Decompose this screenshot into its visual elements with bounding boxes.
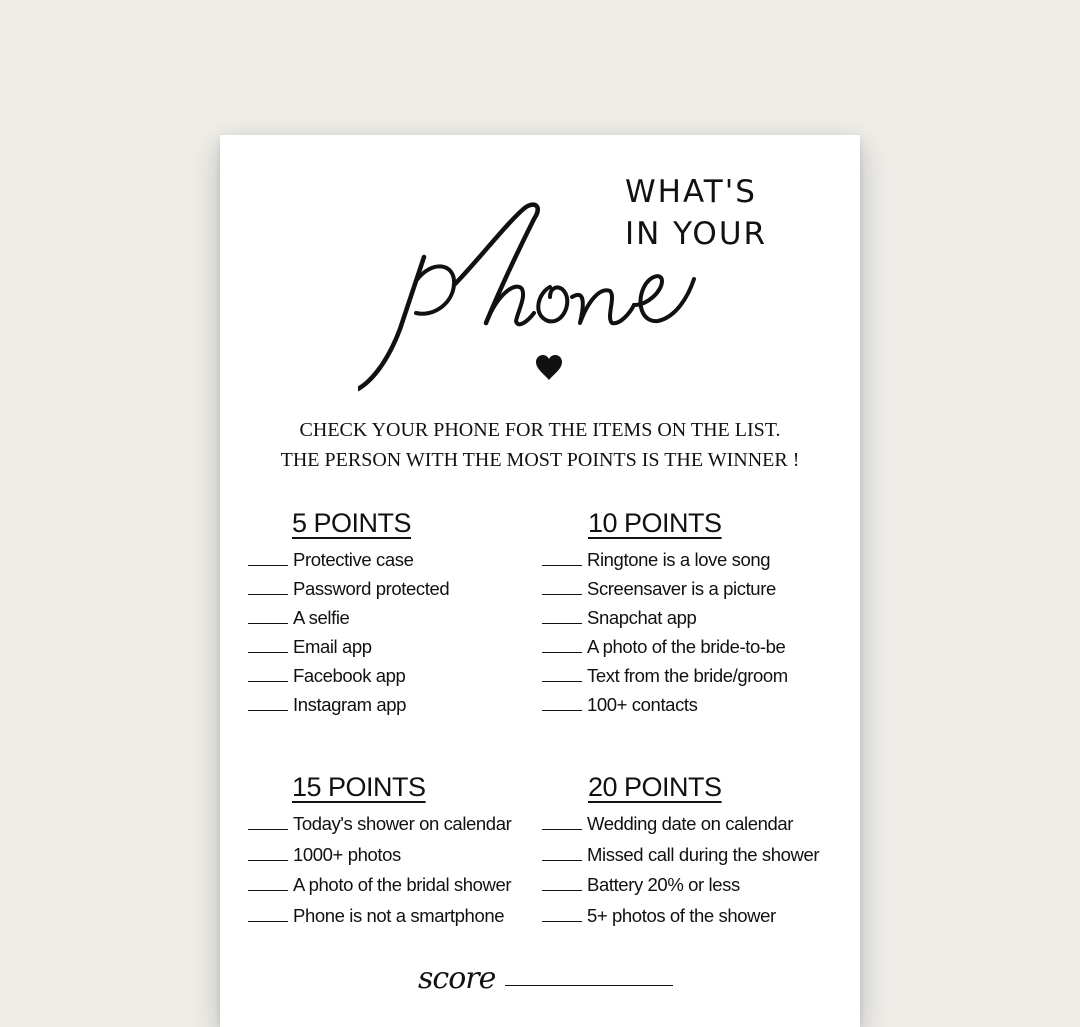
list-item bbox=[542, 694, 788, 723]
item-label: Today's shower on calendar bbox=[293, 813, 512, 834]
script-letter-n bbox=[572, 290, 634, 323]
item-label: Phone is not a smartphone bbox=[293, 904, 505, 926]
answer-blank[interactable] bbox=[542, 920, 582, 922]
answer-blank[interactable] bbox=[248, 622, 288, 624]
answer-blank[interactable] bbox=[542, 622, 582, 624]
list-item bbox=[248, 874, 511, 905]
item-label: Email app bbox=[293, 636, 372, 657]
instructions-line-2: THE PERSON WITH THE MOST POINTS IS THE WINNER ! bbox=[280, 449, 800, 471]
list-item bbox=[248, 607, 449, 636]
item-label: Battery 20% or less bbox=[587, 874, 740, 895]
instructions-line-1: CHECK YOUR PHONE FOR THE ITEMS ON THE LIST. bbox=[299, 419, 781, 441]
title-line-2: IN YOUR bbox=[625, 216, 768, 252]
section-10-points bbox=[542, 508, 788, 723]
script-letter-p bbox=[358, 257, 424, 389]
list-item bbox=[248, 665, 449, 694]
answer-blank[interactable] bbox=[248, 709, 288, 711]
item-list bbox=[542, 813, 819, 935]
answer-blank[interactable] bbox=[248, 564, 288, 566]
item-label: Screensaver is a picture bbox=[587, 578, 776, 599]
score-area bbox=[418, 961, 673, 996]
phone-script-title bbox=[358, 201, 718, 401]
list-item bbox=[542, 636, 788, 665]
item-label: 100+ contacts bbox=[587, 694, 698, 715]
answer-blank[interactable] bbox=[248, 680, 288, 682]
answer-blank[interactable] bbox=[542, 859, 582, 861]
item-label: Missed call during the shower bbox=[587, 843, 820, 865]
section-20-points bbox=[542, 772, 819, 935]
answer-blank[interactable] bbox=[248, 593, 288, 595]
answer-blank[interactable] bbox=[248, 889, 288, 891]
list-item bbox=[542, 905, 819, 936]
item-list bbox=[542, 549, 788, 723]
list-item bbox=[248, 694, 449, 723]
item-label: Text from the bride/groom bbox=[587, 665, 788, 686]
list-item bbox=[542, 549, 788, 578]
item-label: 1000+ photos bbox=[293, 843, 401, 865]
instructions bbox=[220, 415, 860, 475]
script-letter-h-arch bbox=[486, 287, 534, 325]
section-heading: 5 POINTS bbox=[292, 508, 412, 538]
list-item bbox=[542, 813, 819, 844]
list-item bbox=[248, 549, 449, 578]
item-label: Facebook app bbox=[293, 665, 406, 686]
list-item bbox=[542, 578, 788, 607]
item-label: A selfie bbox=[293, 607, 350, 628]
section-heading: 10 POINTS bbox=[588, 508, 722, 538]
list-item bbox=[248, 905, 511, 936]
title-line-1: WHAT'S bbox=[625, 174, 757, 210]
item-list bbox=[248, 813, 511, 935]
script-letter-o bbox=[538, 287, 567, 321]
score-label: score bbox=[418, 961, 496, 996]
list-item bbox=[248, 578, 449, 607]
answer-blank[interactable] bbox=[542, 680, 582, 682]
item-label: A photo of the bridal shower bbox=[293, 874, 512, 895]
script-letter-p-bowl bbox=[416, 266, 454, 313]
section-heading: 15 POINTS bbox=[292, 772, 426, 802]
answer-blank[interactable] bbox=[542, 889, 582, 891]
answer-blank[interactable] bbox=[248, 859, 288, 861]
answer-blank[interactable] bbox=[542, 651, 582, 653]
score-input-line[interactable] bbox=[505, 985, 673, 986]
item-label: Ringtone is a love song bbox=[587, 549, 771, 570]
item-label: Wedding date on calendar bbox=[587, 813, 794, 834]
item-label: 5+ photos of the shower bbox=[587, 904, 776, 926]
list-item bbox=[542, 607, 788, 636]
answer-blank[interactable] bbox=[542, 564, 582, 566]
section-15-points bbox=[248, 772, 511, 935]
item-label: A photo of the bride-to-be bbox=[587, 636, 786, 657]
game-card bbox=[220, 135, 860, 1027]
list-item bbox=[248, 636, 449, 665]
item-label: Password protected bbox=[293, 578, 450, 599]
section-5-points bbox=[248, 508, 449, 723]
answer-blank[interactable] bbox=[542, 828, 582, 830]
answer-blank[interactable] bbox=[542, 593, 582, 595]
script-letter-e bbox=[634, 276, 694, 321]
list-item bbox=[542, 844, 819, 875]
list-item bbox=[542, 665, 788, 694]
answer-blank[interactable] bbox=[542, 709, 582, 711]
answer-blank[interactable] bbox=[248, 920, 288, 922]
answer-blank[interactable] bbox=[248, 828, 288, 830]
list-item bbox=[248, 844, 511, 875]
item-label: Instagram app bbox=[293, 694, 407, 715]
list-item bbox=[542, 874, 819, 905]
item-list bbox=[248, 549, 449, 723]
item-label: Protective case bbox=[293, 549, 414, 570]
list-item bbox=[248, 813, 511, 844]
item-label: Snapchat app bbox=[587, 607, 697, 628]
section-heading: 20 POINTS bbox=[588, 772, 722, 802]
heart-icon bbox=[536, 355, 562, 380]
answer-blank[interactable] bbox=[248, 651, 288, 653]
